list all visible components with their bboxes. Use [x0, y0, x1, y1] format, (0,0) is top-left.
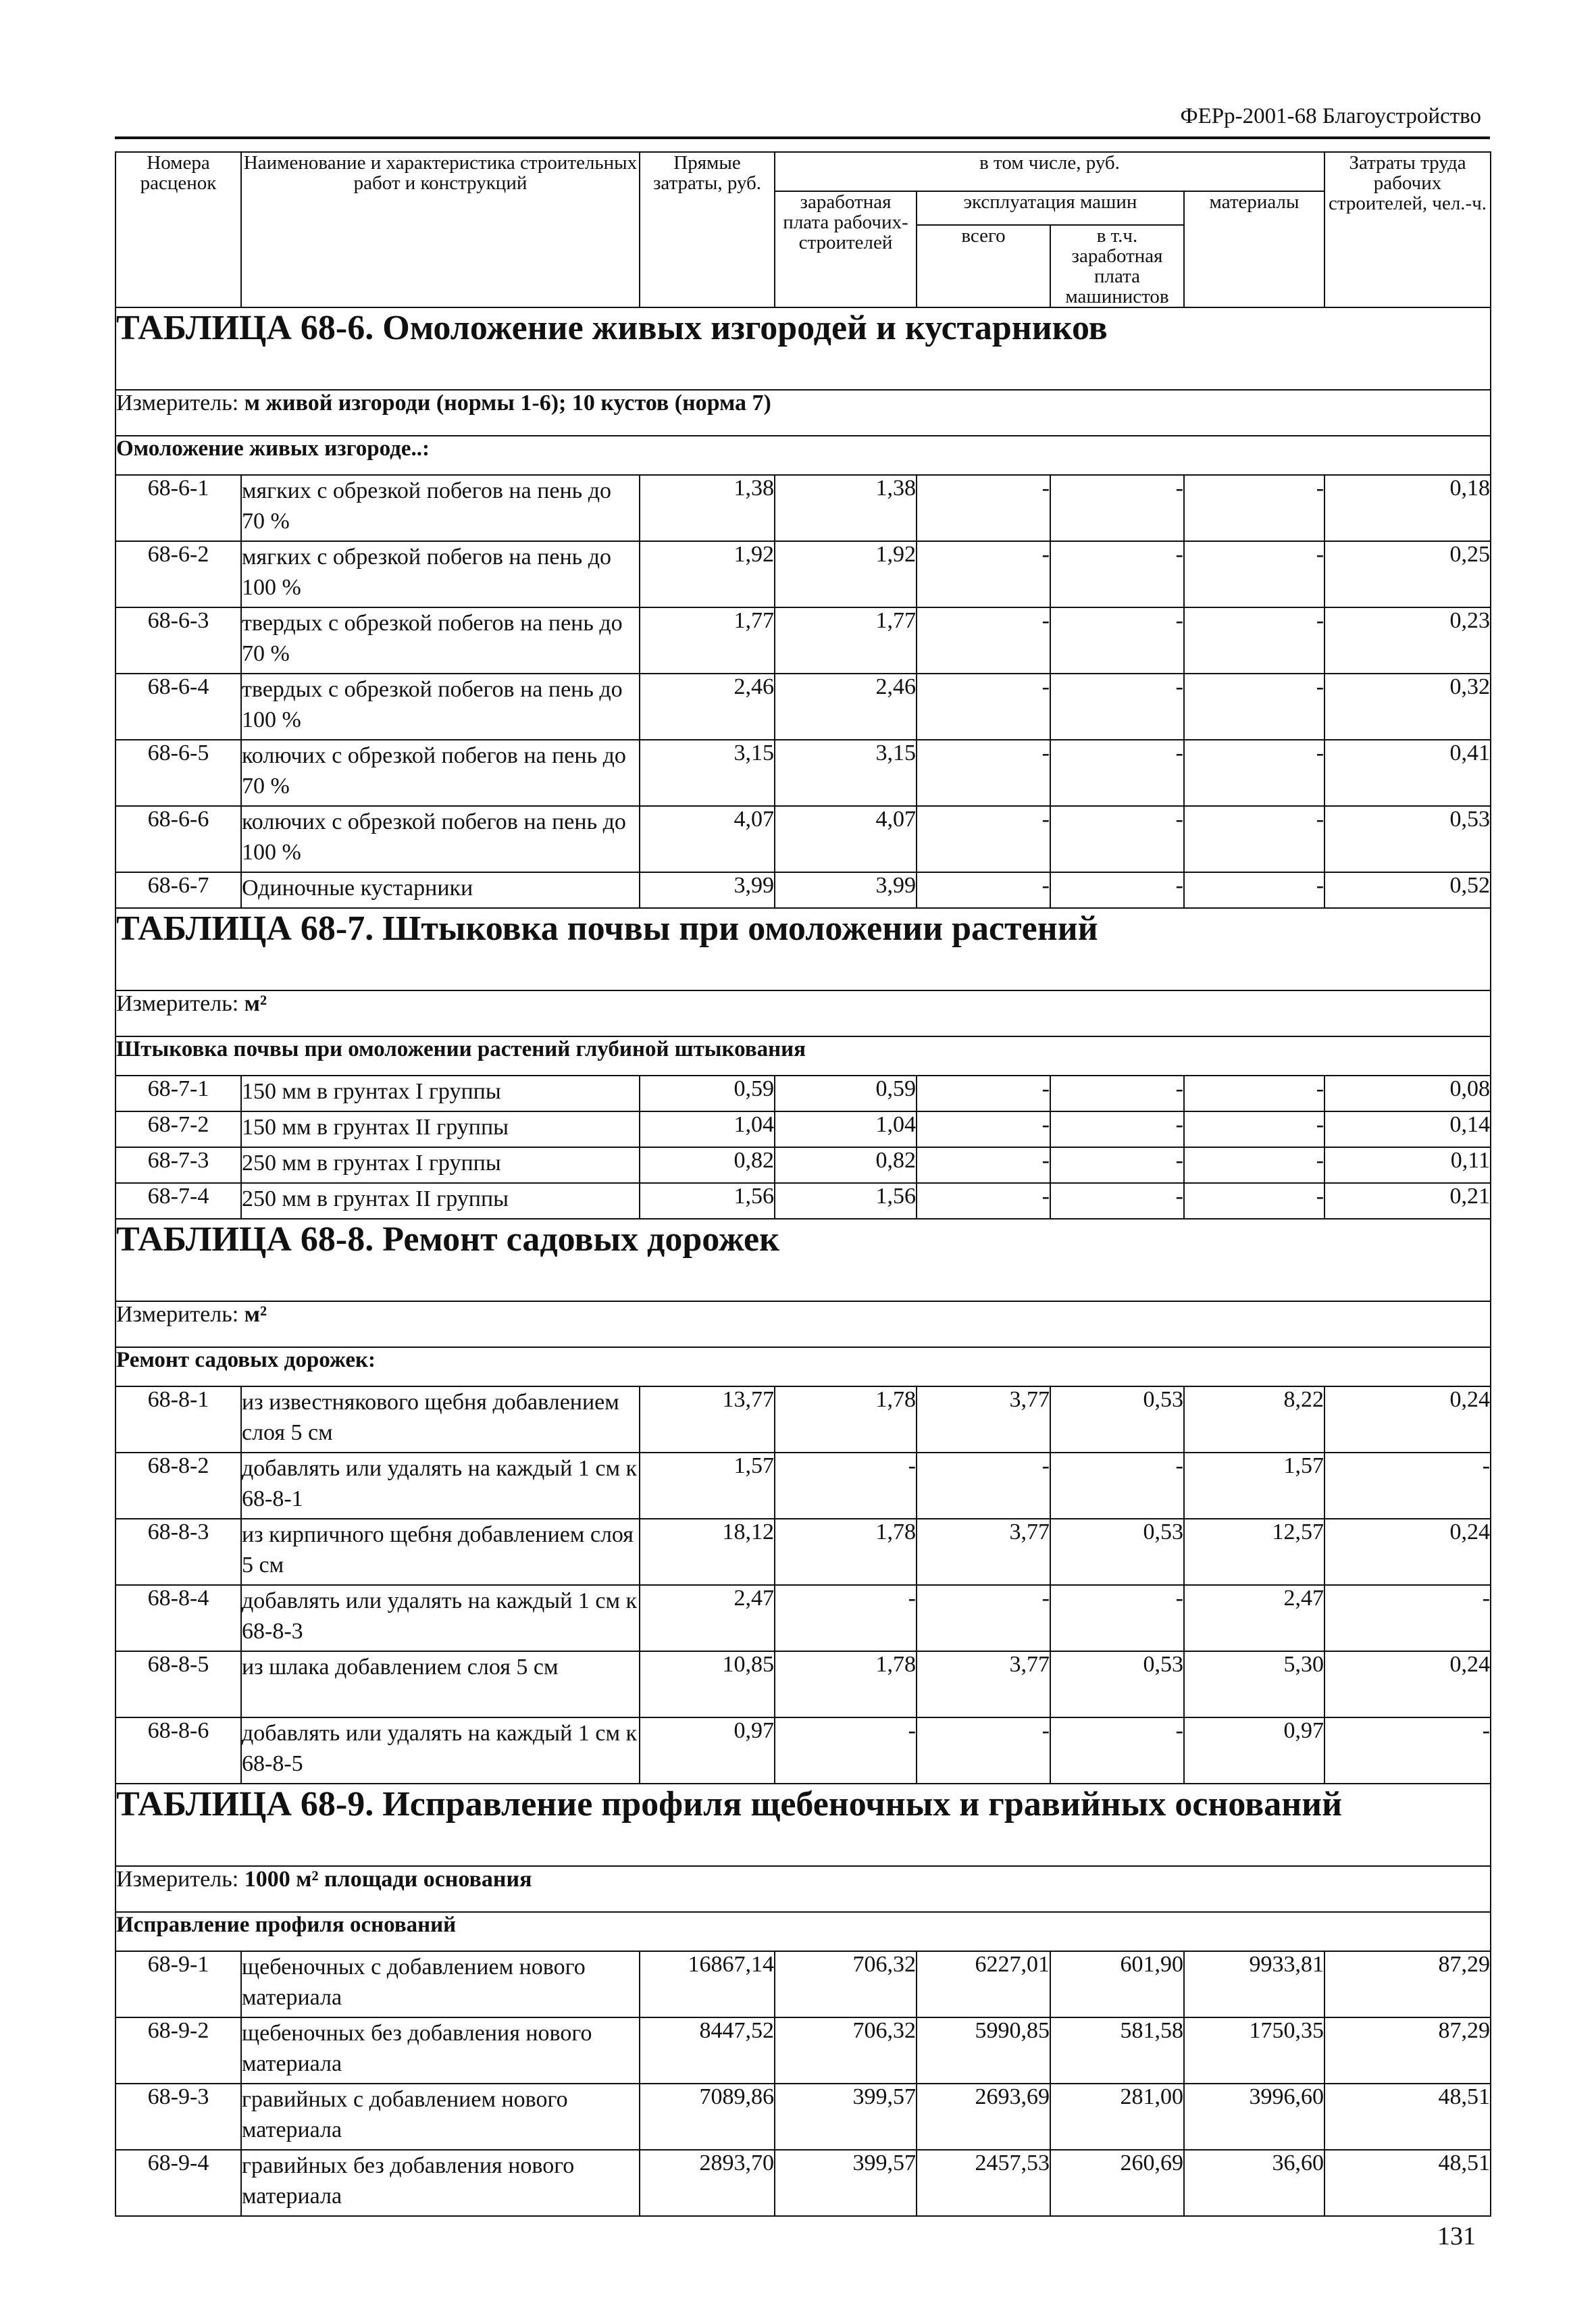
work-name: щебеночных с добавлением нового материала [241, 1951, 640, 2017]
table-row [115, 607, 1491, 674]
table-row [115, 541, 1491, 607]
value-wages: 1,77 [775, 607, 917, 674]
value-direct: 0,82 [640, 1147, 775, 1183]
value-labor: 0,24 [1324, 1651, 1491, 1717]
work-name: Одиночные кустарники [241, 872, 640, 908]
value-mach-wages: 0,53 [1050, 1386, 1184, 1453]
col-materials-header: материалы [1184, 191, 1324, 307]
rate-code: 68-6-5 [115, 740, 241, 806]
value-wages: 1,04 [775, 1111, 917, 1147]
table-row [115, 1585, 1491, 1651]
rate-code: 68-9-4 [115, 2150, 241, 2216]
table-row [115, 2017, 1491, 2084]
value-mach: - [917, 1453, 1050, 1519]
unit-value: м живой изгороди (нормы 1-6); 10 кустов (норма 7) [244, 391, 771, 416]
value-wages: 399,57 [775, 2150, 917, 2216]
value-mach: 3,77 [917, 1386, 1050, 1453]
section-title: ТАБЛИЦА 68-9. Исправление профиля щебеночных и гравийных оснований [115, 1784, 1491, 1866]
value-direct: 2893,70 [640, 2150, 775, 2216]
value-mat: 3996,60 [1184, 2084, 1324, 2150]
work-name: из известнякового щебня добавлением слоя 5 см [241, 1386, 640, 1453]
value-mach: - [917, 475, 1050, 541]
rate-code: 68-6-4 [115, 674, 241, 740]
value-wages: 1,92 [775, 541, 917, 607]
value-mach: 3,77 [917, 1519, 1050, 1585]
value-mat: - [1184, 1147, 1324, 1183]
value-mach-wages: - [1050, 541, 1184, 607]
value-wages: 4,07 [775, 806, 917, 872]
value-wages: 1,78 [775, 1386, 917, 1453]
rates-table [115, 151, 1491, 2217]
value-mach: 3,77 [917, 1651, 1050, 1717]
rate-code: 68-6-2 [115, 541, 241, 607]
rate-code: 68-9-2 [115, 2017, 241, 2084]
value-direct: 8447,52 [640, 2017, 775, 2084]
value-mat: - [1184, 1076, 1324, 1111]
value-mat: - [1184, 806, 1324, 872]
table-section-title [115, 1784, 1491, 1866]
value-mat: - [1184, 541, 1324, 607]
table-row [115, 1519, 1491, 1585]
table-row [115, 1717, 1491, 1784]
value-mat: 5,30 [1184, 1651, 1324, 1717]
value-mach: - [917, 607, 1050, 674]
col-mach-total-header: всего [917, 225, 1050, 307]
value-labor: 0,24 [1324, 1519, 1491, 1585]
table-row [115, 1386, 1491, 1453]
value-mat: - [1184, 740, 1324, 806]
value-mat: - [1184, 607, 1324, 674]
rate-code: 68-8-5 [115, 1651, 241, 1717]
col-direct-header: Прямые затраты, руб. [640, 152, 775, 307]
group-label: Омоложение живых изгороде..: [115, 436, 1491, 475]
value-wages: 0,82 [775, 1147, 917, 1183]
value-mach: - [917, 1076, 1050, 1111]
value-mach-wages: - [1050, 475, 1184, 541]
running-head: ФЕРр-2001-68 Благоустройство [1180, 104, 1481, 128]
unit-label: Измеритель: [116, 391, 239, 416]
table-row [115, 1183, 1491, 1219]
value-mach: 6227,01 [917, 1951, 1050, 2017]
group-label: Исправление профиля оснований [115, 1912, 1491, 1951]
value-mat: 8,22 [1184, 1386, 1324, 1453]
work-name: гравийных с добавлением нового материала [241, 2084, 640, 2150]
value-mach-wages: - [1050, 1585, 1184, 1651]
value-mach-wages: - [1050, 607, 1184, 674]
col-mach-wages-header: в т.ч. заработная плата машинистов [1050, 225, 1184, 307]
value-mat: - [1184, 1111, 1324, 1147]
rate-code: 68-7-4 [115, 1183, 241, 1219]
section-title: ТАБЛИЦА 68-7. Штыковка почвы при омоложении растений [115, 908, 1491, 990]
rate-code: 68-9-3 [115, 2084, 241, 2150]
value-mach-wages: - [1050, 1453, 1184, 1519]
value-mach-wages: 281,00 [1050, 2084, 1184, 2150]
value-wages: 1,78 [775, 1519, 917, 1585]
work-name: добавлять или удалять на каждый 1 см к 68-8-1 [241, 1453, 640, 1519]
value-direct: 13,77 [640, 1386, 775, 1453]
table-row [115, 1076, 1491, 1111]
value-wages: - [775, 1717, 917, 1784]
work-name: 250 мм в грунтах I группы [241, 1147, 640, 1183]
table-row [115, 674, 1491, 740]
value-mat: 1750,35 [1184, 2017, 1324, 2084]
value-mat: - [1184, 872, 1324, 908]
value-wages: 1,56 [775, 1183, 917, 1219]
table-section-title [115, 1219, 1491, 1301]
value-direct: 0,97 [640, 1717, 775, 1784]
value-direct: 7089,86 [640, 2084, 775, 2150]
work-name: из кирпичного щебня добавлением слоя 5 см [241, 1519, 640, 1585]
rate-code: 68-8-2 [115, 1453, 241, 1519]
unit-cell [115, 390, 1491, 436]
value-wages: 3,99 [775, 872, 917, 908]
value-mach: - [917, 674, 1050, 740]
page-number: 131 [1437, 2222, 1476, 2250]
rate-code: 68-7-3 [115, 1147, 241, 1183]
value-wages: 0,59 [775, 1076, 917, 1111]
unit-label: Измеритель: [116, 991, 239, 1016]
value-mach: 2693,69 [917, 2084, 1050, 2150]
value-mach-wages: - [1050, 1147, 1184, 1183]
value-mach-wages: - [1050, 1183, 1184, 1219]
value-labor: 0,32 [1324, 674, 1491, 740]
value-direct: 10,85 [640, 1651, 775, 1717]
value-labor: - [1324, 1585, 1491, 1651]
rate-code: 68-6-6 [115, 806, 241, 872]
value-wages: 1,38 [775, 475, 917, 541]
value-direct: 1,57 [640, 1453, 775, 1519]
value-mach: - [917, 1585, 1050, 1651]
value-mach-wages: - [1050, 740, 1184, 806]
value-mach-wages: - [1050, 1717, 1184, 1784]
section-title: ТАБЛИЦА 68-8. Ремонт садовых дорожек [115, 1219, 1491, 1301]
value-labor: 0,21 [1324, 1183, 1491, 1219]
value-mat: 2,47 [1184, 1585, 1324, 1651]
table-section-title [115, 908, 1491, 990]
value-direct: 1,92 [640, 541, 775, 607]
value-wages: - [775, 1585, 917, 1651]
value-labor: 0,18 [1324, 475, 1491, 541]
rate-code: 68-7-2 [115, 1111, 241, 1147]
value-wages: 3,15 [775, 740, 917, 806]
group-row [115, 1036, 1491, 1076]
table-row [115, 1951, 1491, 2017]
value-mat: - [1184, 475, 1324, 541]
table-body [115, 307, 1491, 2216]
table-row [115, 1453, 1491, 1519]
value-labor: 0,52 [1324, 872, 1491, 908]
rate-code: 68-6-3 [115, 607, 241, 674]
unit-row [115, 1301, 1491, 1347]
work-name: щебеночных без добавления нового материала [241, 2017, 640, 2084]
value-labor: 0,41 [1324, 740, 1491, 806]
value-wages: 2,46 [775, 674, 917, 740]
value-direct: 2,46 [640, 674, 775, 740]
unit-value: 1000 м² площади основания [244, 1867, 532, 1892]
unit-label: Измеритель: [116, 1302, 239, 1327]
unit-cell [115, 1866, 1491, 1912]
table-header [115, 152, 1491, 307]
value-labor: 87,29 [1324, 2017, 1491, 2084]
rate-code: 68-8-1 [115, 1386, 241, 1453]
value-mach: - [917, 541, 1050, 607]
value-mach: 2457,53 [917, 2150, 1050, 2216]
col-machines-header: эксплуатация машин [917, 191, 1184, 225]
col-code-header: Номера расценок [115, 152, 241, 307]
rate-code: 68-8-3 [115, 1519, 241, 1585]
work-name: из шлака добавлением слоя 5 см [241, 1651, 640, 1717]
value-direct: 3,99 [640, 872, 775, 908]
work-name: 250 мм в грунтах II группы [241, 1183, 640, 1219]
value-labor: 87,29 [1324, 1951, 1491, 2017]
table-row [115, 740, 1491, 806]
value-direct: 3,15 [640, 740, 775, 806]
value-mach-wages: 260,69 [1050, 2150, 1184, 2216]
work-name: 150 мм в грунтах II группы [241, 1111, 640, 1147]
value-wages: 706,32 [775, 1951, 917, 2017]
value-direct: 2,47 [640, 1585, 775, 1651]
value-labor: 48,51 [1324, 2150, 1491, 2216]
value-labor: 0,25 [1324, 541, 1491, 607]
rate-code: 68-8-6 [115, 1717, 241, 1784]
value-mat: - [1184, 1183, 1324, 1219]
value-mach-wages: - [1050, 872, 1184, 908]
group-row [115, 1347, 1491, 1386]
value-labor: 0,11 [1324, 1147, 1491, 1183]
value-direct: 0,59 [640, 1076, 775, 1111]
table-row [115, 1651, 1491, 1717]
value-mach-wages: - [1050, 1076, 1184, 1111]
value-labor: 0,53 [1324, 806, 1491, 872]
rate-code: 68-6-7 [115, 872, 241, 908]
value-direct: 1,38 [640, 475, 775, 541]
value-mach-wages: 0,53 [1050, 1651, 1184, 1717]
value-labor: 0,14 [1324, 1111, 1491, 1147]
value-wages: 1,78 [775, 1651, 917, 1717]
work-name: твердых с обрезкой побегов на пень до 70 % [241, 607, 640, 674]
unit-cell [115, 990, 1491, 1036]
work-name: 150 мм в грунтах I группы [241, 1076, 640, 1111]
value-mat: 1,57 [1184, 1453, 1324, 1519]
table-row [115, 806, 1491, 872]
col-name-header: Наименование и характеристика строительных работ и конструкций [241, 152, 640, 307]
unit-row [115, 990, 1491, 1036]
section-title: ТАБЛИЦА 68-6. Омоложение живых изгородей и кустарников [115, 307, 1491, 390]
work-name: колючих с обрезкой побегов на пень до 100 % [241, 806, 640, 872]
value-mach: - [917, 1111, 1050, 1147]
group-label: Ремонт садовых дорожек: [115, 1347, 1491, 1386]
group-label: Штыковка почвы при омоложении растений глубиной штыкования [115, 1036, 1491, 1076]
table-row [115, 1111, 1491, 1147]
table-row [115, 2084, 1491, 2150]
rate-code: 68-9-1 [115, 1951, 241, 2017]
value-wages: - [775, 1453, 917, 1519]
work-name: твердых с обрезкой побегов на пень до 100 % [241, 674, 640, 740]
work-name: добавлять или удалять на каждый 1 см к 68-8-3 [241, 1585, 640, 1651]
value-labor: - [1324, 1453, 1491, 1519]
work-name: гравийных без добавления нового материала [241, 2150, 640, 2216]
value-mach-wages: 0,53 [1050, 1519, 1184, 1585]
value-labor: 0,08 [1324, 1076, 1491, 1111]
table-row [115, 2150, 1491, 2216]
unit-value: м² [244, 991, 267, 1016]
value-mach-wages: - [1050, 806, 1184, 872]
unit-row [115, 1866, 1491, 1912]
group-row [115, 1912, 1491, 1951]
work-name: добавлять или удалять на каждый 1 см к 68-8-5 [241, 1717, 640, 1784]
unit-value: м² [244, 1302, 267, 1327]
rate-code: 68-6-1 [115, 475, 241, 541]
value-mach: - [917, 740, 1050, 806]
value-labor: - [1324, 1717, 1491, 1784]
value-direct: 1,56 [640, 1183, 775, 1219]
col-incl-header: в том числе, руб. [775, 152, 1324, 191]
value-mach: - [917, 1183, 1050, 1219]
unit-cell [115, 1301, 1491, 1347]
value-mach-wages: - [1050, 674, 1184, 740]
value-direct: 1,77 [640, 607, 775, 674]
value-wages: 706,32 [775, 2017, 917, 2084]
value-labor: 0,24 [1324, 1386, 1491, 1453]
value-direct: 18,12 [640, 1519, 775, 1585]
table-row [115, 872, 1491, 908]
value-mat: - [1184, 674, 1324, 740]
value-mat: 36,60 [1184, 2150, 1324, 2216]
value-mach: - [917, 1147, 1050, 1183]
value-labor: 0,23 [1324, 607, 1491, 674]
value-mach: - [917, 872, 1050, 908]
value-direct: 1,04 [640, 1111, 775, 1147]
work-name: мягких с обрезкой побегов на пень до 100 % [241, 541, 640, 607]
value-mach-wages: - [1050, 1111, 1184, 1147]
table-section-title [115, 307, 1491, 390]
work-name: мягких с обрезкой побегов на пень до 70 % [241, 475, 640, 541]
value-mat: 0,97 [1184, 1717, 1324, 1784]
value-mat: 9933,81 [1184, 1951, 1324, 2017]
col-labor-header: Затраты труда рабочих строителей, чел.-ч. [1324, 152, 1491, 307]
value-mach-wages: 581,58 [1050, 2017, 1184, 2084]
value-mat: 12,57 [1184, 1519, 1324, 1585]
rate-code: 68-8-4 [115, 1585, 241, 1651]
value-direct: 4,07 [640, 806, 775, 872]
col-wages-header: заработная плата рабочих-строителей [775, 191, 917, 307]
value-mach: - [917, 1717, 1050, 1784]
table-row [115, 475, 1491, 541]
unit-label: Измеритель: [116, 1867, 239, 1892]
value-direct: 16867,14 [640, 1951, 775, 2017]
value-mach: - [917, 806, 1050, 872]
rate-code: 68-7-1 [115, 1076, 241, 1111]
header-rule [115, 136, 1490, 139]
table-row [115, 1147, 1491, 1183]
work-name: колючих с обрезкой побегов на пень до 70 % [241, 740, 640, 806]
value-mach: 5990,85 [917, 2017, 1050, 2084]
group-row [115, 436, 1491, 475]
value-mach-wages: 601,90 [1050, 1951, 1184, 2017]
value-labor: 48,51 [1324, 2084, 1491, 2150]
unit-row [115, 390, 1491, 436]
value-wages: 399,57 [775, 2084, 917, 2150]
